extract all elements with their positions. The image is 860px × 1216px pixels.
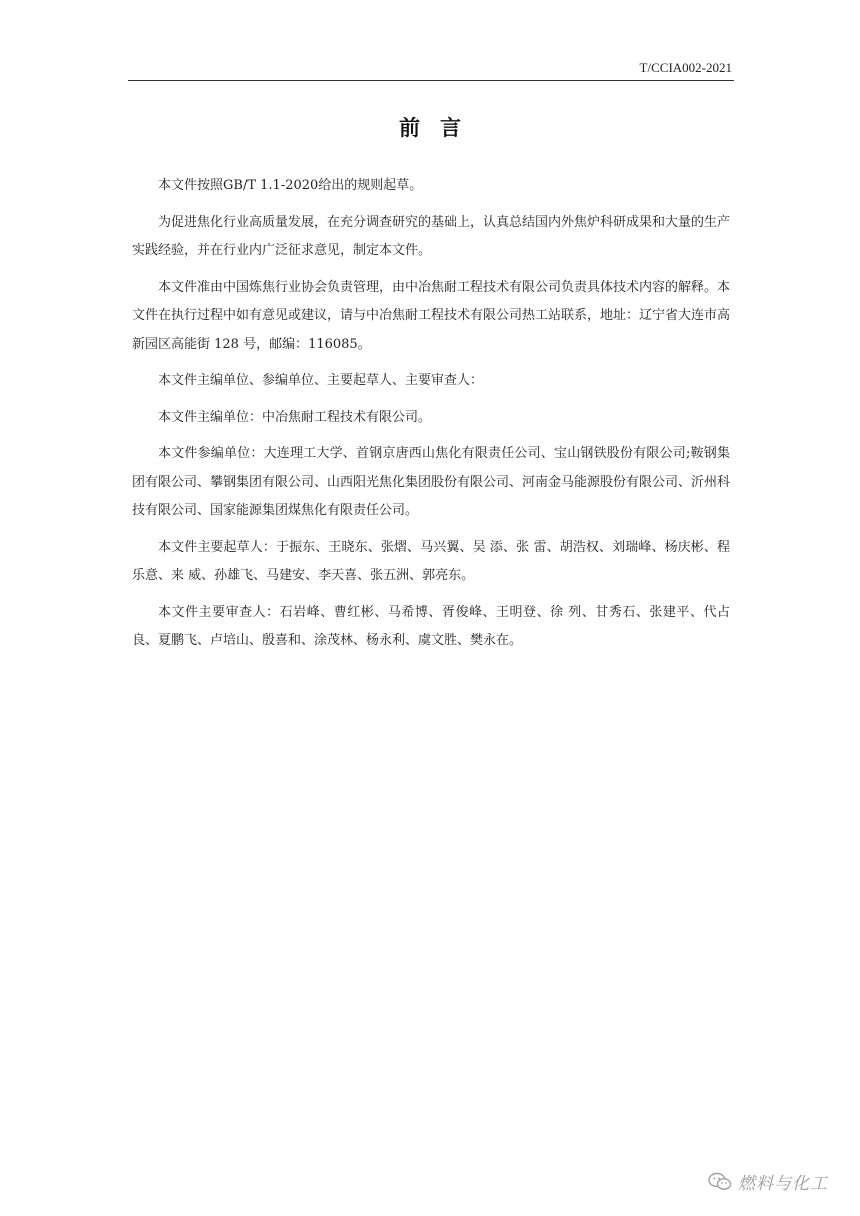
foreword-body xyxy=(132,172,730,664)
page-title: 前言 xyxy=(399,116,481,140)
paragraph-participating-units: 本文件参编单位：大连理工大学、首钢京唐西山焦化有限责任公司、宝山钢铁股份有限公司;鞍钢集团有限公司、攀钢集团有限公司、山西阳光焦化集团股份有限公司、河南金马能源股份有限公司、沂州科技有限公司、国家能源集团煤焦化有限责任公司。 xyxy=(132,446,731,518)
paragraph-purpose: 为促进焦化行业高质量发展，在充分调查研究的基础上，认真总结国内外焦炉科研成果和大量的生产实践经验，并在行业内广泛征求意见，制定本文件。 xyxy=(132,214,731,258)
paragraph-management: 本文件准由中国炼焦行业协会负责管理，由中冶焦耐工程技术有限公司负责具体技术内容的解释。本文件在执行过程中如有意见或建议，请与中冶焦耐工程技术有限公司热工站联系，地址：辽宁省大连市高新园区高能街 128 号，邮编：116085。 xyxy=(132,279,731,352)
paragraph-main-drafters: 本文件主要起草人：于振东、王晓东、张熠、马兴翼、吴 添、张 雷、胡浩权、刘瑞峰、杨庆彬、程乐意、来 威、孙雄飞、马建安、李天喜、张五洲、郭亮东。 xyxy=(132,539,730,583)
paragraph-contributors-intro: 本文件主编单位、参编单位、主要起草人、主要审查人： xyxy=(158,373,484,388)
wechat-icon xyxy=(708,1172,732,1192)
paragraph-main-reviewers: 本文件主要审查人：石岩峰、曹红彬、马希博、胥俊峰、王明登、徐 列、甘秀石、张建平、代占良、夏鹏飞、卢培山、殷喜和、涂茂林、杨永利、虞文胜、樊永在。 xyxy=(132,604,730,648)
document-code: T/CCIA002-2021 xyxy=(639,60,732,75)
watermark-text: 燃料与化工 xyxy=(738,1174,828,1194)
header-divider xyxy=(128,80,734,81)
paragraph-drafting-rules: 本文件按照GB/T 1.1-2020给出的规则起草。 xyxy=(158,178,423,193)
paragraph-chief-editor: 本文件主编单位：中冶焦耐工程技术有限公司。 xyxy=(158,409,432,425)
watermark xyxy=(708,1169,828,1194)
